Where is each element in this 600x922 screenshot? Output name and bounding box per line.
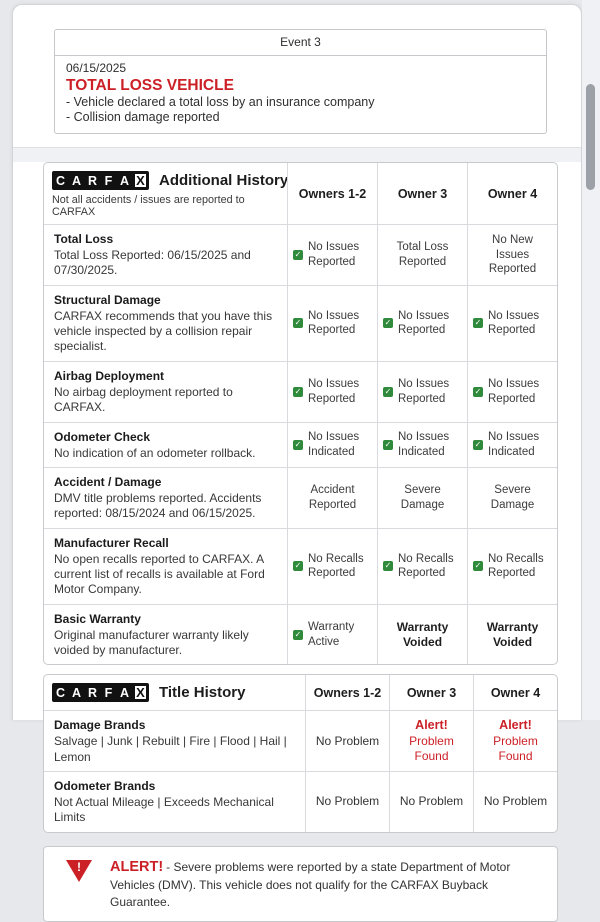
check-icon: ✓ bbox=[384, 386, 392, 396]
title-cell bbox=[389, 772, 473, 832]
cell-text: No Problem bbox=[315, 733, 380, 748]
cell-text: No Issues Reported bbox=[398, 378, 450, 405]
check-icon: ✓ bbox=[384, 561, 392, 571]
cell-text: Severe Damage bbox=[400, 484, 445, 511]
history-cell bbox=[287, 286, 377, 361]
title-cell bbox=[305, 711, 389, 771]
row-title: Total Loss bbox=[54, 232, 114, 246]
scrollbar-thumb[interactable] bbox=[586, 84, 595, 190]
history-cell bbox=[467, 362, 557, 422]
check-icon: ✓ bbox=[474, 439, 482, 449]
row-title: Odometer Check bbox=[54, 429, 151, 444]
event-card bbox=[54, 29, 547, 134]
event-detail: - Collision damage reported bbox=[66, 110, 220, 124]
logo-letter: X bbox=[133, 172, 148, 189]
row-text: CARFAX recommends that you have this vehicle inspected by a collision repair specialist. bbox=[54, 308, 273, 354]
check-icon: ✓ bbox=[474, 318, 482, 328]
row-title: Structural Damage bbox=[54, 292, 161, 307]
cell-text: No Issues Reported bbox=[488, 309, 540, 337]
row-description-cell bbox=[44, 286, 287, 361]
history-row-total-loss bbox=[44, 224, 557, 285]
history-cell bbox=[287, 423, 377, 467]
cell-text: No Issues Reported bbox=[308, 241, 360, 268]
cell-text: No Issues Reported bbox=[308, 309, 360, 337]
row-text: Total Loss Reported: 06/15/2025 and 07/30/2025. bbox=[54, 248, 251, 278]
cell-text: No Issues Reported bbox=[398, 309, 450, 337]
row-title: Accident / Damage bbox=[54, 474, 162, 489]
row-text: No airbag deployment reported to CARFAX. bbox=[54, 384, 233, 415]
history-row-basic-warranty bbox=[44, 604, 557, 665]
logo-letter: F bbox=[101, 172, 116, 189]
column-header-owner-4: Owner 4 bbox=[473, 675, 557, 710]
logo-row bbox=[52, 171, 289, 190]
scrollbar-track[interactable] bbox=[582, 0, 600, 720]
history-cell bbox=[377, 605, 467, 665]
column-header-owners-1-2: Owners 1-2 bbox=[287, 163, 377, 224]
event-body bbox=[55, 56, 546, 133]
history-row-accident-damage bbox=[44, 467, 557, 528]
history-cell bbox=[377, 225, 467, 285]
logo-letter: A bbox=[117, 684, 132, 701]
row-description-cell bbox=[44, 225, 287, 285]
alert-label: Alert! bbox=[415, 718, 448, 733]
history-cell bbox=[377, 362, 467, 422]
history-cell bbox=[377, 468, 467, 528]
logo-letter: A bbox=[69, 684, 84, 701]
cell-text: Warranty Voided bbox=[396, 619, 449, 649]
title-history-header-row bbox=[44, 675, 557, 710]
column-header-owner-3: Owner 3 bbox=[389, 675, 473, 710]
row-title: Manufacturer Recall bbox=[54, 535, 169, 550]
history-cell bbox=[287, 605, 377, 665]
history-row-structural-damage bbox=[44, 285, 557, 361]
history-cell bbox=[467, 605, 557, 665]
history-cell bbox=[287, 529, 377, 604]
additional-history-header bbox=[44, 163, 287, 224]
logo-letter: C bbox=[53, 684, 68, 701]
cell-text: No Issues Indicated bbox=[308, 431, 360, 458]
cell-text: Problem Found bbox=[409, 734, 454, 764]
check-icon: ✓ bbox=[294, 629, 302, 639]
check-icon: ✓ bbox=[294, 439, 302, 449]
title-history-table bbox=[43, 674, 558, 832]
row-title: Damage Brands bbox=[54, 718, 146, 733]
check-icon: ✓ bbox=[384, 318, 392, 328]
history-cell bbox=[287, 468, 377, 528]
history-cell bbox=[467, 529, 557, 604]
history-row-airbag-deployment bbox=[44, 361, 557, 422]
carfax-logo-icon bbox=[52, 171, 149, 190]
title-cell bbox=[473, 772, 557, 832]
column-header-owner-3: Owner 3 bbox=[377, 163, 467, 224]
check-icon: ✓ bbox=[294, 386, 302, 396]
row-text: Original manufacturer warranty likely voided by manufacturer. bbox=[54, 627, 249, 658]
cell-text: No Issues Indicated bbox=[488, 431, 540, 458]
history-cell bbox=[467, 225, 557, 285]
event-detail: - Vehicle declared a total loss by an insurance company bbox=[66, 95, 375, 109]
title-row-odometer-brands bbox=[44, 771, 557, 832]
cell-text: Warranty Active bbox=[308, 621, 355, 648]
cell-text: No Issues Reported bbox=[488, 378, 540, 405]
row-description-cell bbox=[44, 423, 287, 467]
event-header: Event 3 bbox=[55, 30, 546, 56]
cell-text: No Recalls Reported bbox=[488, 552, 544, 580]
check-icon: ✓ bbox=[294, 318, 302, 328]
history-row-odometer-check bbox=[44, 422, 557, 467]
cell-text: No Issues Reported bbox=[308, 378, 360, 405]
history-cell bbox=[467, 286, 557, 361]
logo-letter: X bbox=[133, 684, 148, 701]
history-cell bbox=[467, 468, 557, 528]
history-cell bbox=[377, 286, 467, 361]
logo-letter: R bbox=[85, 684, 100, 701]
row-title: Basic Warranty bbox=[54, 611, 141, 626]
title-history-header bbox=[44, 675, 305, 710]
alert-message: - Severe problems were reported by a state Department of Motor Vehicles (DMV). This vehicle does not qualify for the CARFAX Buyback Guarantee. bbox=[110, 859, 511, 910]
history-cell bbox=[287, 225, 377, 285]
cell-text: No New Issues Reported bbox=[488, 234, 537, 276]
logo-letter: A bbox=[117, 172, 132, 189]
row-description-cell bbox=[44, 362, 287, 422]
row-description-cell bbox=[44, 605, 287, 665]
title-cell bbox=[473, 711, 557, 771]
check-icon: ✓ bbox=[474, 561, 482, 571]
alert-text bbox=[110, 857, 543, 912]
section-divider bbox=[13, 147, 581, 162]
cell-text: No Recalls Reported bbox=[308, 552, 364, 580]
additional-history-subtitle: Not all accidents / issues are reported to CARFAX bbox=[52, 194, 245, 218]
check-icon: ✓ bbox=[384, 439, 392, 449]
additional-history-title: Additional History bbox=[159, 172, 289, 189]
row-text: Salvage | Junk | Rebuilt | Fire | Flood | Hail | Lemon bbox=[54, 734, 287, 764]
row-title: Airbag Deployment bbox=[54, 368, 165, 383]
cell-text: Total Loss Reported bbox=[396, 241, 449, 268]
carfax-logo-icon bbox=[52, 683, 149, 702]
event-title: TOTAL LOSS VEHICLE bbox=[66, 77, 234, 94]
cell-text: No Problem bbox=[399, 794, 464, 809]
logo-letter: R bbox=[85, 172, 100, 189]
check-icon: ✓ bbox=[294, 561, 302, 571]
row-text: DMV title problems reported. Accidents reported: 08/15/2024 and 06/15/2025. bbox=[54, 490, 262, 521]
column-header-owners-1-2: Owners 1-2 bbox=[305, 675, 389, 710]
check-icon: ✓ bbox=[294, 249, 302, 259]
column-header-owner-4: Owner 4 bbox=[467, 163, 557, 224]
cell-text: No Problem bbox=[483, 794, 548, 809]
title-cell bbox=[305, 772, 389, 832]
row-text: Not Actual Mileage | Exceeds Mechanical Limits bbox=[54, 795, 274, 825]
history-cell bbox=[287, 362, 377, 422]
exclamation-glyph: ! bbox=[77, 859, 81, 874]
cell-text: No Issues Indicated bbox=[398, 431, 450, 458]
row-text: No indication of an odometer rollback. bbox=[54, 445, 256, 460]
row-description-cell bbox=[44, 529, 287, 604]
warning-triangle-icon bbox=[66, 860, 92, 882]
logo-letter: F bbox=[101, 684, 116, 701]
cell-text: Accident Reported bbox=[308, 484, 357, 511]
cell-text: Problem Found bbox=[493, 734, 538, 764]
check-icon: ✓ bbox=[474, 386, 482, 396]
additional-history-table bbox=[43, 162, 558, 665]
alert-label: ALERT! bbox=[110, 858, 164, 875]
logo-letter: A bbox=[69, 172, 84, 189]
additional-history-header-row bbox=[44, 163, 557, 224]
title-history-title: Title History bbox=[159, 684, 246, 702]
history-row-manufacturer-recall bbox=[44, 528, 557, 604]
history-cell bbox=[467, 423, 557, 467]
history-cell bbox=[377, 529, 467, 604]
logo-letter: C bbox=[53, 172, 68, 189]
dmv-alert-box bbox=[43, 846, 558, 922]
alert-label: Alert! bbox=[499, 718, 532, 733]
row-description-cell bbox=[44, 711, 305, 771]
row-title: Odometer Brands bbox=[54, 779, 156, 794]
row-text: No open recalls reported to CARFAX. A current list of recalls is available at Ford Motor Company. bbox=[54, 551, 265, 597]
report-card bbox=[12, 4, 582, 910]
title-row-damage-brands bbox=[44, 710, 557, 771]
cell-text: No Recalls Reported bbox=[398, 552, 454, 580]
row-description-cell bbox=[44, 468, 287, 528]
row-description-cell bbox=[44, 772, 305, 832]
title-cell bbox=[389, 711, 473, 771]
cell-text: No Problem bbox=[315, 794, 380, 809]
event-date: 06/15/2025 bbox=[66, 61, 127, 75]
cell-text: Severe Damage bbox=[490, 484, 535, 511]
cell-text: Warranty Voided bbox=[486, 619, 539, 649]
history-cell bbox=[377, 423, 467, 467]
